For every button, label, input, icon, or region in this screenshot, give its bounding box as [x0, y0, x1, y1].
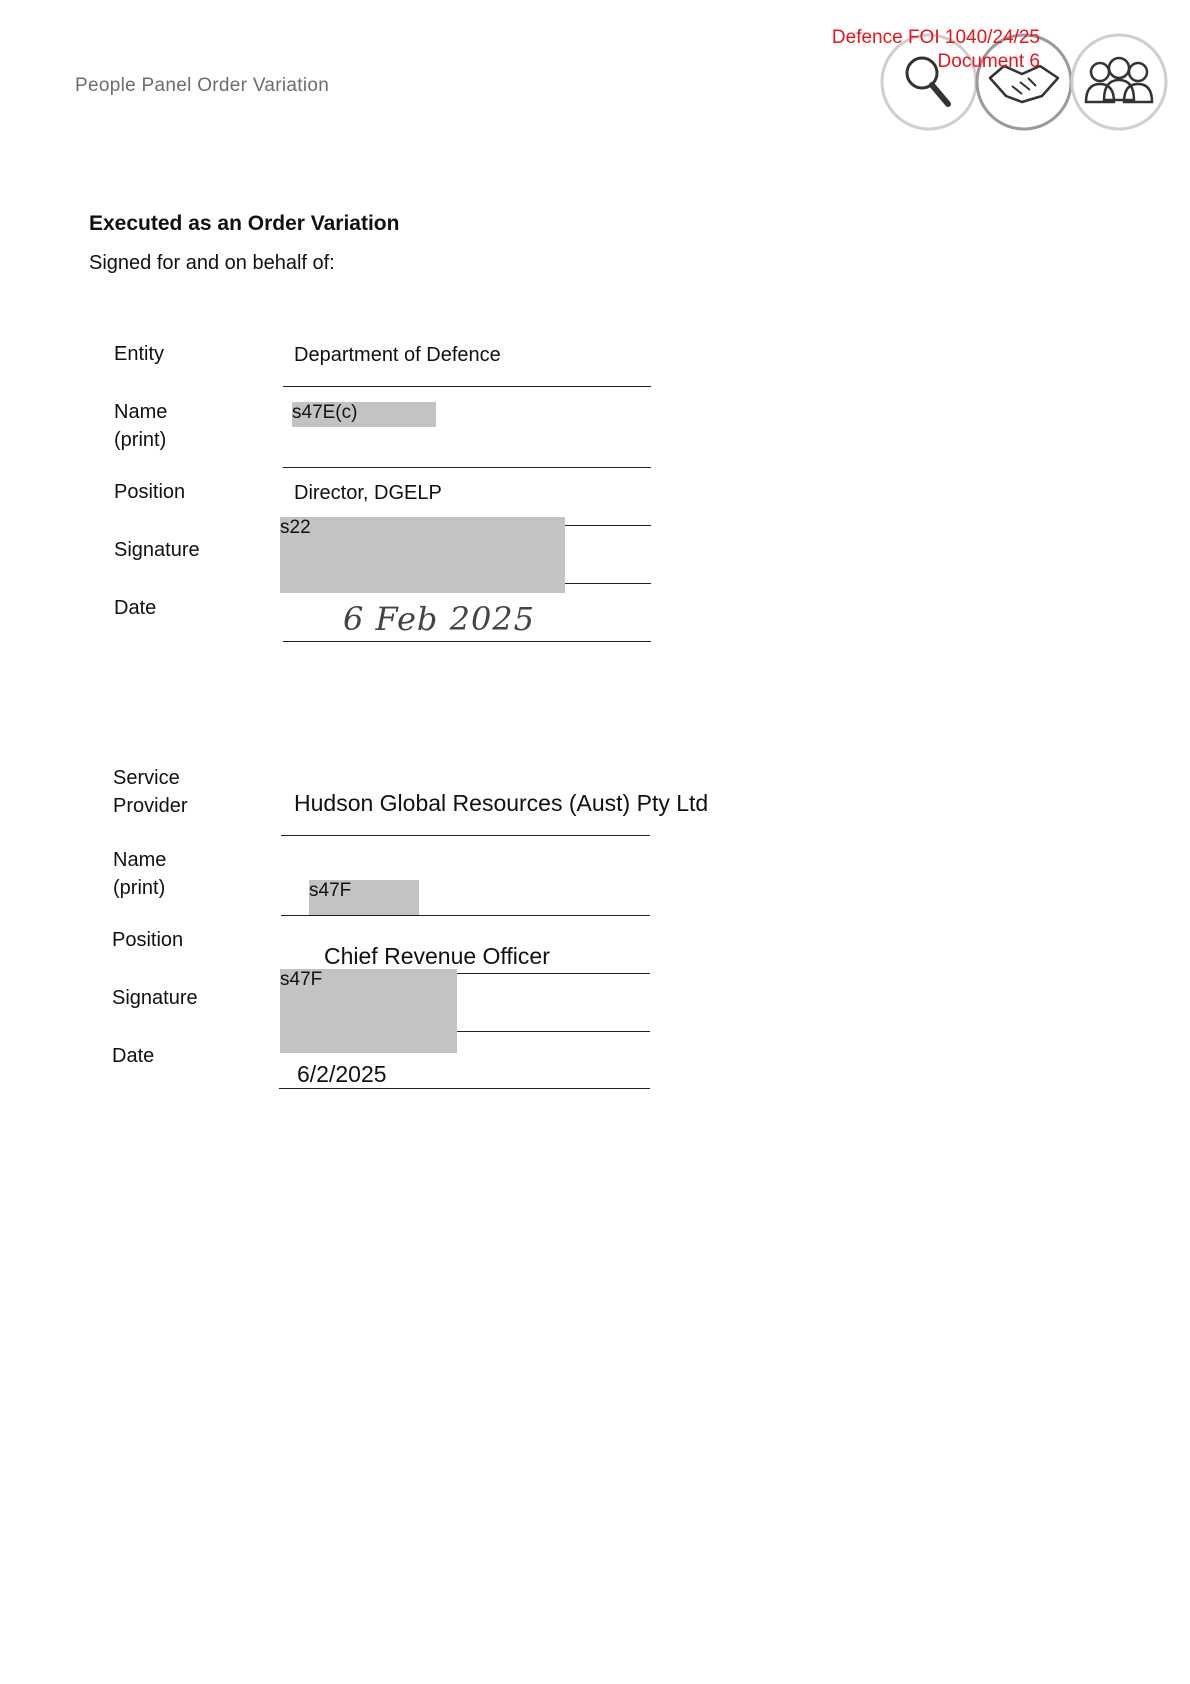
provider-line	[281, 835, 650, 836]
entity-label: Entity	[114, 343, 165, 365]
handwritten-date: 6 Feb 2025	[343, 600, 536, 638]
section-title: Executed as an Order Variation	[89, 212, 400, 235]
provider-date-line	[279, 1088, 650, 1089]
provider-position-value: Chief Revenue Officer	[324, 943, 550, 969]
signature-redaction-code: s22	[280, 517, 311, 538]
name-label	[114, 398, 167, 454]
signature-label: Signature	[114, 539, 200, 561]
people-icon	[1072, 35, 1166, 129]
name-label-line2: (print)	[114, 429, 167, 451]
provider-value: Hudson Global Resources (Aust) Pty Ltd	[294, 790, 709, 816]
provider-name-redaction-code: s47F	[309, 880, 352, 901]
document-header-title: People Panel Order Variation	[75, 75, 330, 96]
name-redaction	[292, 402, 436, 427]
name-label-line1: Name	[114, 401, 168, 423]
provider-label-line2: Provider	[113, 795, 188, 817]
provider-date-label: Date	[112, 1045, 155, 1067]
position-value: Director, DGELP	[294, 482, 442, 504]
date-label: Date	[114, 597, 157, 619]
foi-stamp	[820, 26, 1040, 74]
provider-name-line	[281, 915, 650, 916]
provider-name-label-line1: Name	[113, 849, 167, 871]
provider-label-line1: Service	[113, 767, 180, 789]
provider-name-label-line2: (print)	[113, 877, 166, 899]
name-line	[283, 467, 651, 468]
provider-date-value: 6/2/2025	[297, 1061, 387, 1087]
date-line	[283, 641, 651, 642]
provider-signature-redaction-code: s47F	[280, 969, 323, 990]
provider-label	[113, 764, 187, 820]
provider-name-label	[113, 846, 166, 902]
provider-signature-label: Signature	[112, 987, 198, 1009]
signature-redaction	[280, 517, 565, 593]
foi-document-number: Document 6	[937, 51, 1040, 72]
provider-position-label: Position	[112, 929, 184, 951]
name-redaction-code: s47E(c)	[292, 402, 358, 423]
provider-name-redaction	[309, 880, 419, 916]
position-label: Position	[114, 481, 186, 503]
entity-value: Department of Defence	[294, 344, 501, 366]
section-intro: Signed for and on behalf of:	[89, 252, 335, 274]
foi-reference: Defence FOI 1040/24/25	[831, 27, 1040, 48]
provider-signature-redaction	[280, 969, 457, 1053]
entity-line	[283, 386, 651, 387]
